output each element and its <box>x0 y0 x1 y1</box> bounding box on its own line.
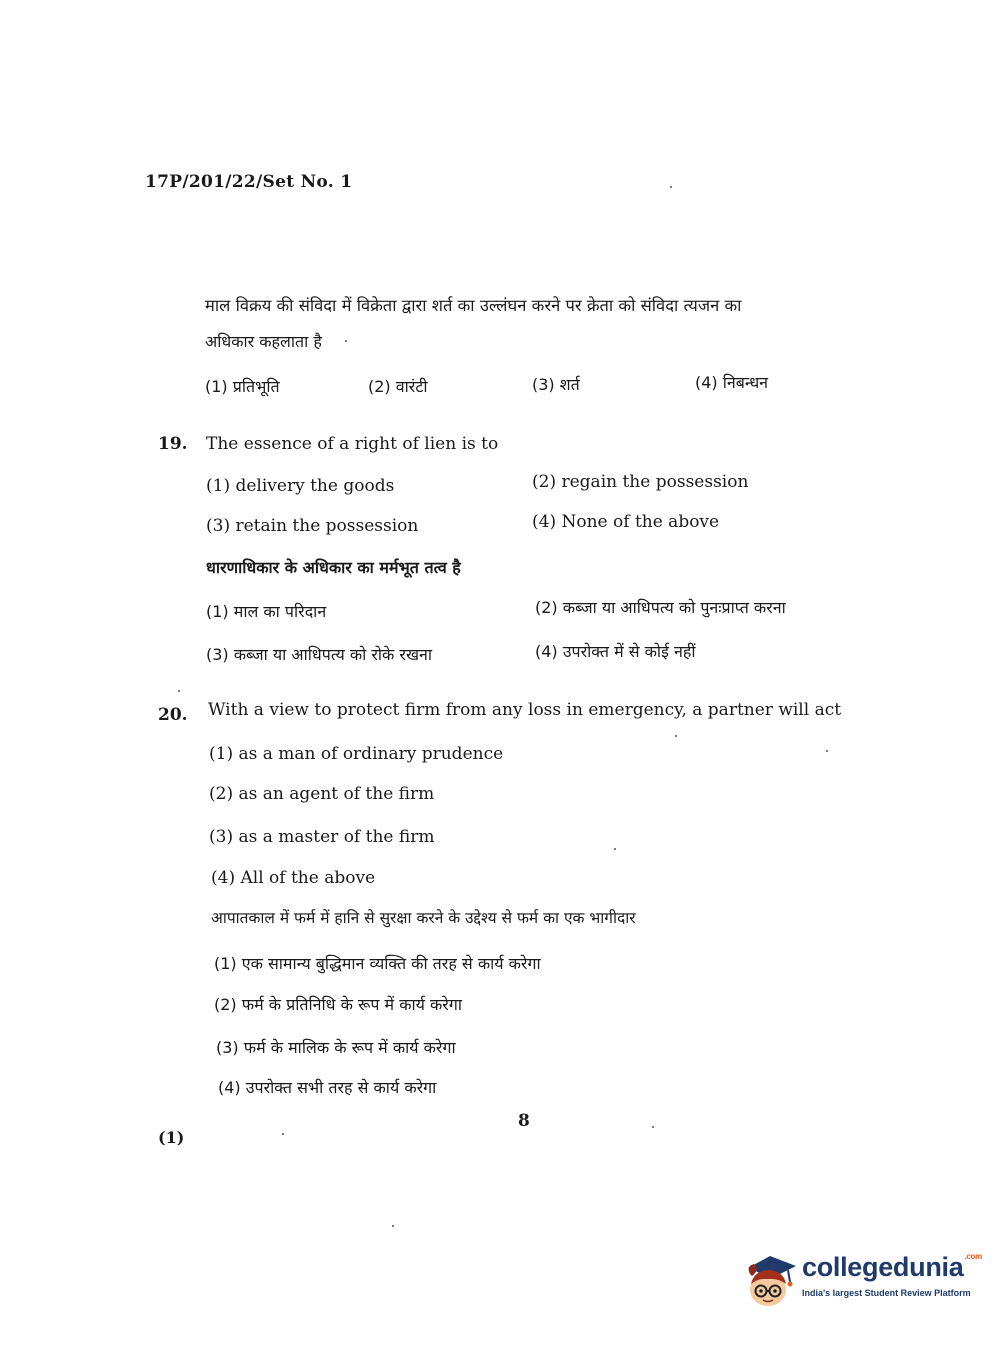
scan-speck <box>652 1126 654 1128</box>
mascot-icon <box>740 1246 800 1312</box>
page-number: 8 <box>518 1111 530 1131</box>
q20-hindi-option-3: (3) फर्म के मालिक के रूप में कार्य करेगा <box>216 1038 456 1057</box>
scan-speck <box>282 1133 284 1135</box>
logo-tagline: India's largest Student Review Platform <box>802 1288 971 1298</box>
q20-option-1: (1) as a man of ordinary prudence <box>209 744 504 764</box>
logo-suffix: .com <box>964 1252 982 1261</box>
q20-hindi-option-1: (1) एक सामान्य बुद्धिमान व्यक्ति की तरह से कार्य करेगा <box>214 954 541 973</box>
q20-hindi-option-2: (2) फर्म के प्रतिनिधि के रूप में कार्य करेगा <box>214 995 462 1014</box>
scan-speck <box>178 690 180 692</box>
set-marker: (1) <box>158 1128 185 1147</box>
q19-option-3: (3) retain the possession <box>206 516 419 536</box>
q18-option-4: (4) निबन्धन <box>695 373 769 392</box>
q19-hindi-question: धारणाधिकार के अधिकार का मर्मभूत तत्व है <box>206 558 461 577</box>
scan-speck <box>392 1225 394 1227</box>
scan-speck <box>675 735 677 737</box>
q19-number: 19. <box>158 434 188 454</box>
paper-code: 17P/201/22/Set No. 1 <box>145 172 353 192</box>
scan-speck <box>345 340 347 342</box>
q19-option-4: (4) None of the above <box>532 512 720 532</box>
q18-hindi-line1: माल विक्रय की संविदा में विक्रेता द्वारा शर्त का उल्लंघन करने पर क्रेता को संविदा त्यजन का <box>205 296 742 315</box>
q19-option-1: (1) delivery the goods <box>206 476 395 496</box>
q19-question: The essence of a right of lien is to <box>206 434 499 454</box>
logo-name: collegedunia <box>802 1252 964 1282</box>
q20-hindi-option-4: (4) उपरोक्त सभी तरह से कार्य करेगा <box>218 1078 437 1097</box>
scan-speck <box>670 186 672 188</box>
q20-number: 20. <box>158 705 188 725</box>
q19-hindi-option-2: (2) कब्जा या आधिपत्य को पुनःप्राप्त करना <box>535 598 786 617</box>
q20-question: With a view to protect firm from any loss in emergency, a partner will act <box>208 700 842 720</box>
q19-hindi-option-3: (3) कब्जा या आधिपत्य को रोके रखना <box>206 645 433 664</box>
scan-speck <box>826 750 828 752</box>
q19-hindi-option-1: (1) माल का परिदान <box>206 602 327 621</box>
q18-hindi-line2: अधिकार कहलाता है <box>205 332 322 351</box>
q20-option-3: (3) as a master of the firm <box>209 827 435 847</box>
q19-option-2: (2) regain the possession <box>532 472 749 492</box>
q19-hindi-option-4: (4) उपरोक्त में से कोई नहीं <box>535 642 696 661</box>
q20-option-4: (4) All of the above <box>211 868 376 888</box>
q18-option-1: (1) प्रतिभूति <box>205 377 280 396</box>
q18-option-3: (3) शर्त <box>532 375 580 394</box>
q20-hindi-question: आपातकाल में फर्म में हानि से सुरक्षा करने के उद्देश्य से फर्म का एक भागीदार <box>211 909 636 927</box>
q18-option-2: (2) वारंटी <box>368 377 428 396</box>
q20-option-2: (2) as an agent of the firm <box>209 784 435 804</box>
scan-speck <box>614 848 616 850</box>
collegedunia-logo <box>740 1246 982 1316</box>
